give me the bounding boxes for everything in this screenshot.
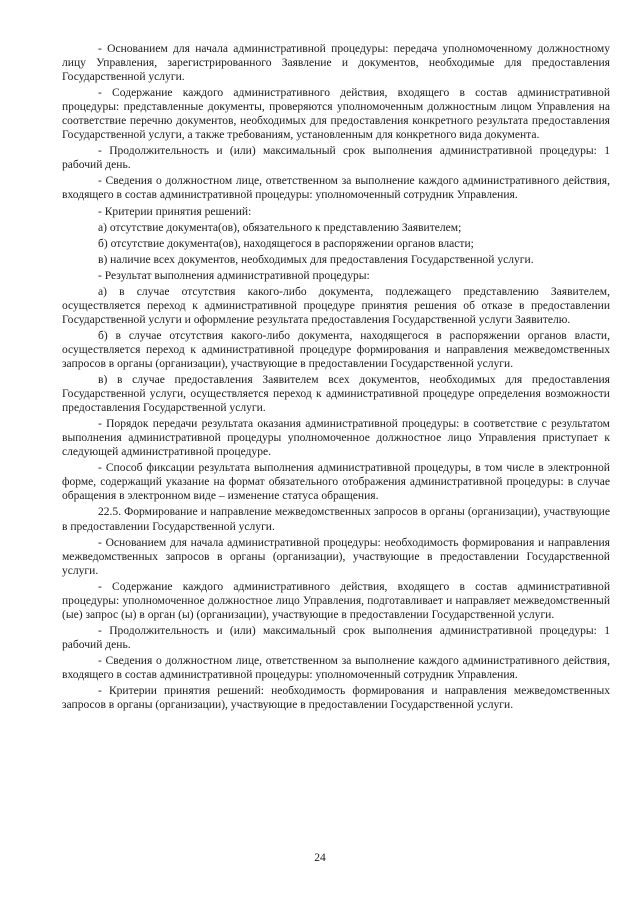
paragraph: - Сведения о должностном лице, ответственном за выполнение каждого административного действия, входящего в состав административной процедуры: уполномоченный сотрудник Управления. bbox=[62, 175, 610, 202]
list-item: в) наличие всех документов, необходимых для предоставления Государственной услуги. bbox=[98, 253, 534, 266]
paragraph: - Критерии принятия решений: необходимость формирования и направления межведомственных запросов в органы (организации), участвующие в предоставлении Государственной услуги. bbox=[62, 685, 610, 712]
section-heading: 22.5. Формирование и направление межведомственных запросов в органы (организации), участвующие в предоставлении Государственной услуги. bbox=[62, 506, 610, 533]
list-item: а) в случае отсутствия какого-либо документа, подлежащего представлению Заявителем, осуществляется переход к административной процедуре принятия решения об отказе в предоставлении Государственной услуги и оформление результата предоставления Государственной услуги Заявителю. bbox=[62, 285, 610, 326]
paragraph: - Порядок передачи результата оказания административной процедуры: в соответствие с результатом выполнения административной процедуры уполномоченное должностное лицо Управления приступает к следующей административной процедуре. bbox=[62, 418, 610, 459]
paragraph: - Продолжительность и (или) максимальный срок выполнения административной процедуры: 1 рабочий день. bbox=[62, 145, 610, 172]
paragraph: - Основанием для начала административной процедуры: передача уполномоченному должностному лицу Управления, зарегистрированного Заявление и документов, необходимые для предоставления Государственной услуги. bbox=[62, 43, 610, 84]
list-item: а) отсутствие документа(ов), обязательного к представлению Заявителем; bbox=[98, 221, 462, 234]
list-item: б) отсутствие документа(ов), находящегося в распоряжении органов власти; bbox=[98, 237, 474, 250]
paragraph: - Способ фиксации результата выполнения административной процедуры, в том числе в электронной форме, содержащий указание на формат обязательного отображения административной процедуры: в случае обращения в электронном виде – изменение статуса обращения. bbox=[62, 462, 610, 503]
paragraph: - Содержание каждого административного действия, входящего в состав административной процедуры: уполномоченное должностное лицо Управления, подготавливает и направляет межведомственный (ые) запрос (ы) в орган (ы) (организации), участвующие в предоставлении Государственной услуги. bbox=[62, 580, 610, 621]
paragraph: - Основанием для начала административной процедуры: необходимость формирования и направления межведомственных запросов в органы (организации), участвующие в предоставлении Государственной услуги. bbox=[62, 536, 610, 577]
document-page bbox=[62, 42, 610, 712]
page-number: 24 bbox=[314, 852, 326, 864]
list-item: в) в случае предоставления Заявителем всех документов, необходимых для предоставления Государственной услуги, осуществляется переход к административной процедуре определения возможности предоставления Государственной услуги. bbox=[62, 374, 610, 415]
paragraph: - Содержание каждого административного действия, входящего в состав административной процедуры: представленные документы, проверяются уполномоченным должностным лицом Управления на соответствие перечню документов, необходимых для предоставления конкретного результата предоставления Государственной услуги, а также требованиям, установленным для конкретного вида документа. bbox=[62, 87, 610, 142]
paragraph: - Сведения о должностном лице, ответственном за выполнение каждого административного действия, входящего в состав административной процедуры: уполномоченный сотрудник Управления. bbox=[62, 654, 610, 681]
paragraph: - Результат выполнения административной процедуры: bbox=[98, 269, 370, 282]
paragraph: - Критерии принятия решений: bbox=[98, 205, 252, 218]
list-item: б) в случае отсутствия какого-либо документа, находящегося в распоряжении органов власти, осуществляется переход к административной процедуре формирования и направления межведомственных запросов в органы (организации), участвующие в предоставлении Государственной услуги. bbox=[62, 329, 610, 370]
paragraph: - Продолжительность и (или) максимальный срок выполнения административной процедуры: 1 рабочий день. bbox=[62, 624, 610, 651]
